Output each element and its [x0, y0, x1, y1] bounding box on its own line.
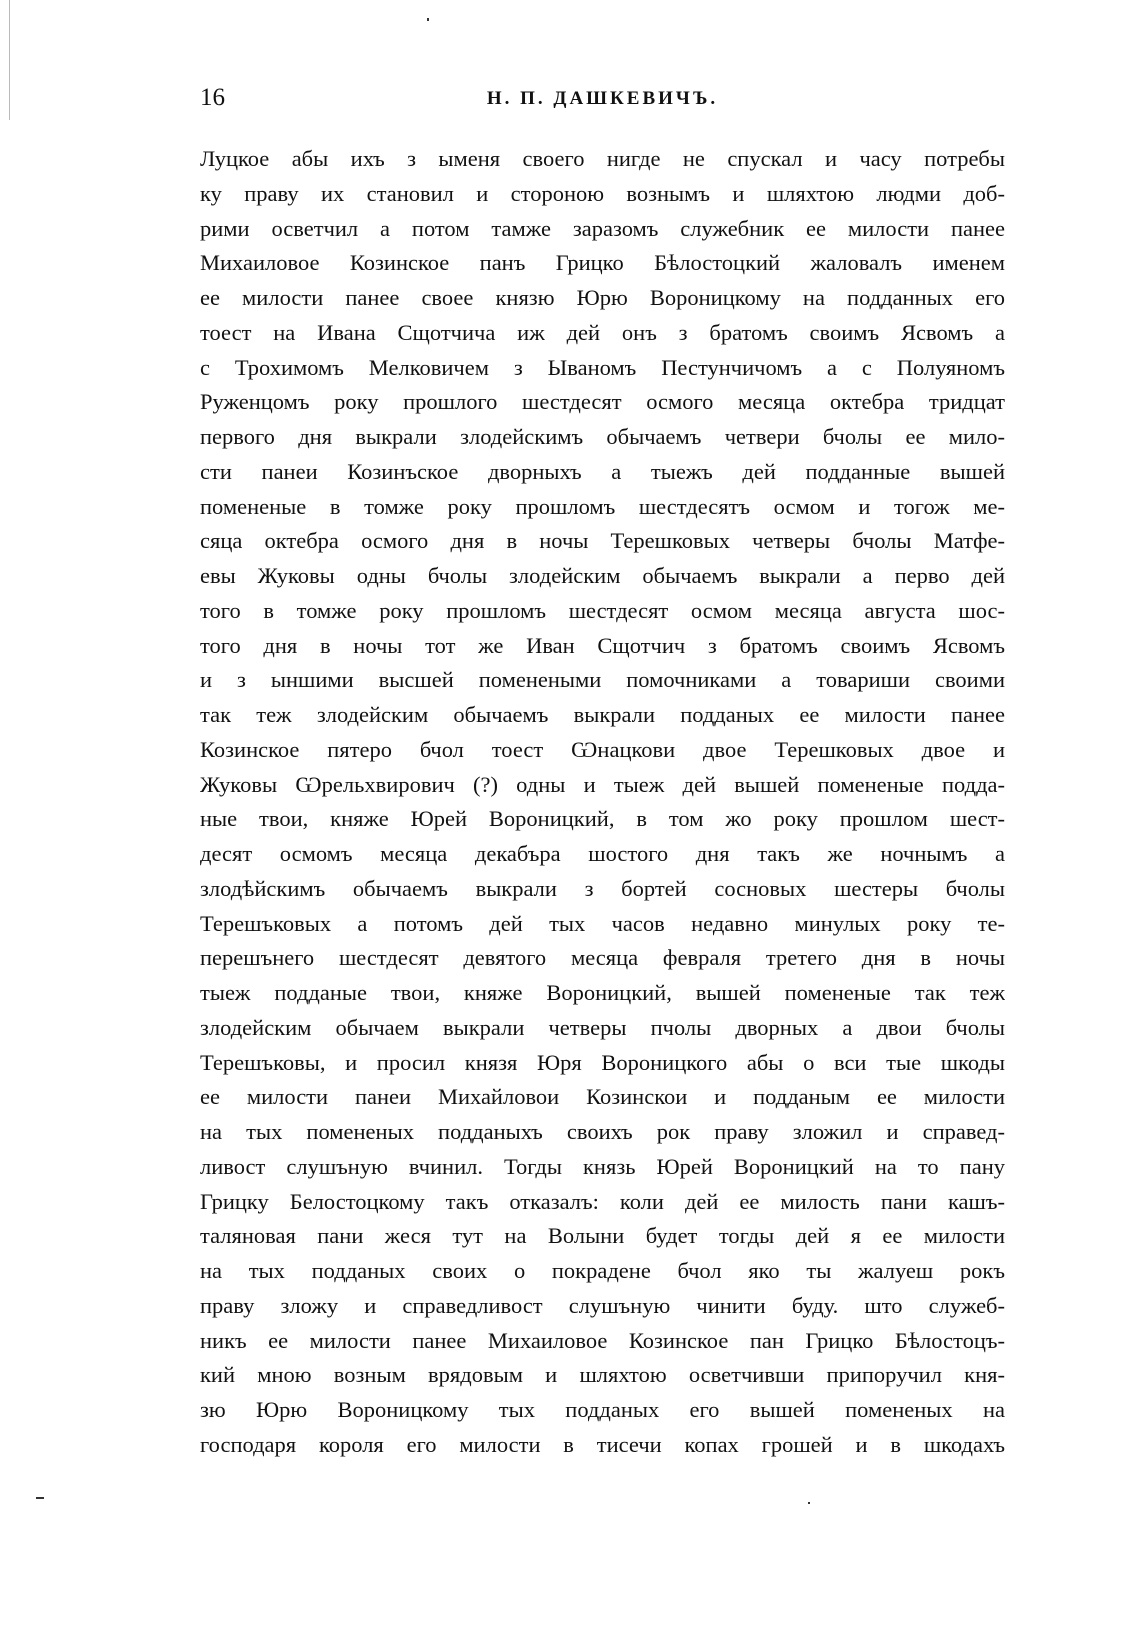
- text-line-content: рими осветчил а потом тамже заразомъ служебник ее милости панее: [200, 215, 1005, 241]
- text-line: [200, 663, 1005, 698]
- text-line: [200, 490, 1005, 525]
- text-line: [200, 1115, 1005, 1150]
- text-line: [200, 385, 1005, 420]
- text-line-content: злодейским обычаем выкрали четверы пчолы дворных а двои бчолы: [200, 1014, 1005, 1040]
- text-line: [200, 802, 1005, 837]
- text-line-content: Грицку Белостоцкому такъ отказалъ: коли дей ее милость пани кашъ-: [200, 1188, 1005, 1214]
- text-line-content: тоест на Ивана Сщотчича иж дей онъ з братомъ своимъ Ясвомъ а: [200, 319, 1005, 345]
- text-line: [200, 1289, 1005, 1324]
- running-title: Н. П. ДАШКЕВИЧЪ.: [486, 88, 719, 109]
- text-line-content: сти панеи Козинъское дворныхъ а тыежъ дей подданные вышей: [200, 458, 1005, 484]
- text-line: [200, 698, 1005, 733]
- text-line-content: господаря короля его милости в тисечи копах грошей и в шкодахъ: [200, 1431, 1005, 1457]
- text-line-content: ку праву их становил и стороною вознымъ и шляхтою людми доб-: [200, 180, 1005, 206]
- text-line-content: Руженцомъ року прошлого шестдесят осмого месяца октебра тридцат: [200, 389, 1005, 415]
- text-line: [200, 976, 1005, 1011]
- text-line: [200, 1393, 1005, 1428]
- scan-speck: [36, 1497, 44, 1499]
- text-line: [200, 1150, 1005, 1185]
- text-line: [200, 1358, 1005, 1393]
- text-line: [200, 177, 1005, 212]
- text-line-content: Терешъковы, и просил князя Юря Вороницкого абы о вси тые шкоды: [200, 1049, 1005, 1075]
- scan-edge-line: [9, 0, 10, 120]
- text-line-content: евы Жуковы одны бчолы злодейским обычаемъ выкрали а перво дей: [200, 563, 1005, 588]
- scan-speck: [808, 1502, 810, 1504]
- text-line: [200, 1046, 1005, 1081]
- text-line: [200, 1011, 1005, 1046]
- scan-speck: [427, 18, 429, 21]
- text-line-content: тыеж подданые твои, княже Вороницкий, вышей помененые так теж: [200, 980, 1005, 1005]
- text-line: [200, 316, 1005, 351]
- text-line-content: Терешъковых а потомъ дей тых часов недавно минулых року те-: [200, 910, 1005, 936]
- text-line: [200, 594, 1005, 629]
- text-line: [200, 524, 1005, 559]
- text-line-content: Жуковы Ѡрельхвирович (?) одны и тыеж дей вышей помененые подда-: [200, 771, 1005, 797]
- text-line: [200, 733, 1005, 768]
- text-line-content: кий мною возным врядовым и шляхтою осветчивши припоручил кня-: [200, 1362, 1005, 1388]
- text-line: [200, 837, 1005, 872]
- text-line: [200, 142, 1005, 177]
- text-line-content: злодѣйскимъ обычаемъ выкрали з бортей сосновых шестеры бчолы: [200, 875, 1005, 901]
- text-line: [200, 281, 1005, 316]
- text-line-content: ливост слушъную вчинил. Тогды князь Юрей Вороницкий на то пану: [200, 1153, 1005, 1179]
- text-line-content: ее милости панеи Михайловои Козинскои и подданым ее милости: [200, 1084, 1005, 1110]
- text-line-content: Михаиловое Козинское панъ Грицко Бѣлостоцкий жаловалъ именем: [200, 250, 1005, 276]
- text-line: [200, 212, 1005, 247]
- text-line-content: того дня в ночы тот же Иван Сщотчич з братомъ своимъ Ясвомъ: [200, 632, 1005, 658]
- text-line: [200, 1254, 1005, 1289]
- text-line-content: праву зложу и справедливост слушъную чинити буду. што служеб-: [200, 1292, 1005, 1318]
- text-line-content: Луцкое абы ихъ з ымeня своего нигде не спускал и часу потребы: [200, 146, 1005, 171]
- text-line: [200, 455, 1005, 490]
- text-line-content: таляновая пани жеся тут на Волыни будет тогды дей я ее милости: [200, 1223, 1005, 1249]
- text-line: [200, 907, 1005, 942]
- text-line-content: так теж злодейским обычаемъ выкрали подданых ее милости панее: [200, 702, 1005, 727]
- text-line-content: помененые в томже року прошломъ шестдесятъ осмом и тогож ме-: [200, 493, 1005, 519]
- text-line-content: на тых помененых подданыхъ своихъ рок праву зложил и справед-: [200, 1119, 1005, 1144]
- text-line-content: с Трохимомъ Мелковичем з Ываномъ Пестунчичомъ а с Полуяномъ: [200, 354, 1005, 380]
- text-line: [200, 420, 1005, 455]
- text-line: [200, 246, 1005, 281]
- text-line-content: на тых подданых своих о покрадене бчол яко ты жалуеш рокъ: [200, 1258, 1005, 1283]
- text-line: [200, 629, 1005, 664]
- text-line: [200, 1219, 1005, 1254]
- text-line-content: десят осмомъ месяца декабъра шостого дня такъ же ночнымъ а: [200, 841, 1005, 866]
- text-line: [200, 351, 1005, 386]
- text-line-content: первого дня выкрали злодейскимъ обычаемъ четвери бчолы ее мило-: [200, 424, 1005, 449]
- text-line-content: никъ ее милости панее Михаиловое Козинское пан Грицко Бѣлостоцъ-: [200, 1327, 1005, 1353]
- text-line: [200, 1080, 1005, 1115]
- text-line-content: того в томже року прошломъ шестдесят осмом месяца августа шос-: [200, 597, 1005, 623]
- text-line: [200, 872, 1005, 907]
- text-line-content: Козинское пятеро бчол тоест Ѡнацкови двое Терешковых двое и: [200, 736, 1005, 762]
- text-line: [200, 559, 1005, 594]
- text-line: [200, 1324, 1005, 1359]
- text-line: [200, 941, 1005, 976]
- text-line-content: ные твои, княже Юрей Вороницкий, в том жо року прошлом шест-: [200, 806, 1005, 832]
- text-line: [200, 1428, 1005, 1463]
- page-header: [200, 84, 1005, 118]
- text-line-content: ее милости панее своее князю Юрю Вороницкому на подданных его: [200, 285, 1005, 310]
- text-line: [200, 768, 1005, 803]
- text-line-content: зю Юрю Вороницкому тых подданых его вышей помененых на: [200, 1397, 1005, 1422]
- text-line-content: перешънего шестдесят девятого месяца февраля третего дня в ночы: [200, 945, 1005, 971]
- body-text: [200, 142, 1005, 1463]
- text-line: [200, 1185, 1005, 1220]
- page-number: 16: [200, 84, 225, 111]
- text-line-content: и з ыншими высшей поменеными помочниками а товариши своими: [200, 667, 1005, 693]
- text-line-content: сяца октебра осмого дня в ночы Терешковых четверы бчолы Матфе-: [200, 528, 1005, 554]
